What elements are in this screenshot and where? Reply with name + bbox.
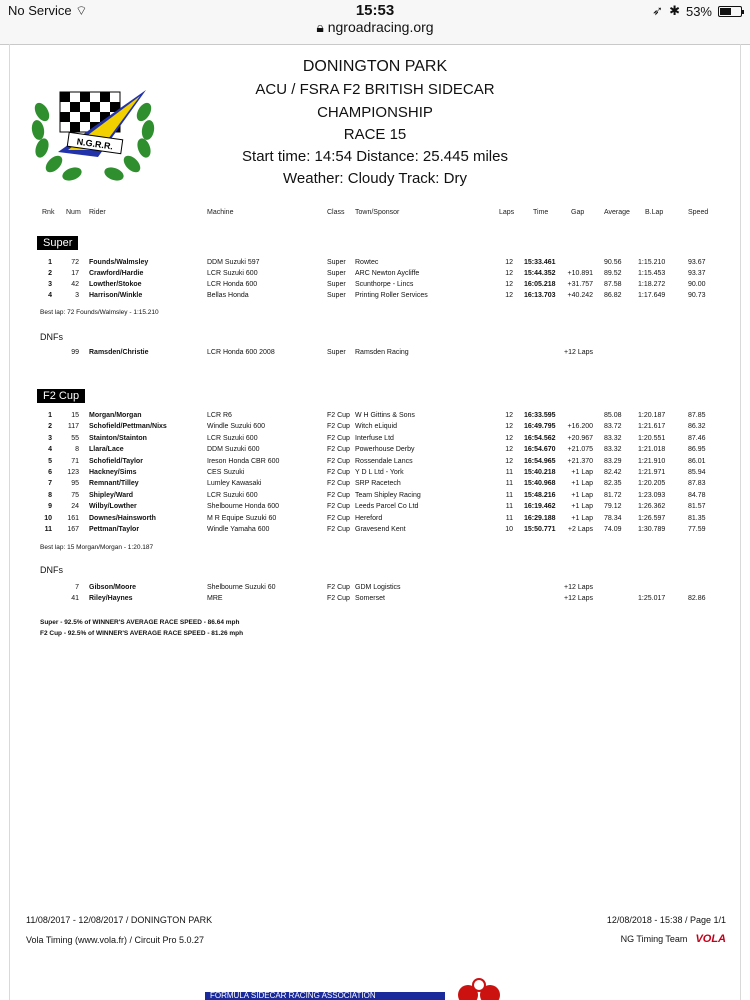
cell-machine: LCR Honda 600 2008 [207,349,275,356]
cell-sponsor: Powerhouse Derby [355,446,415,454]
cell-rider: Hackney/Sims [89,469,137,476]
divider [0,44,750,45]
wifi-icon: ⌔ [75,3,88,18]
cell-blap: 1:18.272 [638,281,666,288]
cell-gap: +21.370 [567,457,593,465]
col-laps: Laps [499,209,515,216]
cell-num: 167 [67,526,79,533]
cell-class: F2 Cup [327,434,350,442]
clock: 15:53 [355,2,395,19]
col-rider: Rider [89,209,106,216]
championship-title: ACU / FSRA F2 BRITISH SIDECAR [255,81,495,98]
cell-speed: 84.78 [688,491,706,499]
cell-time: 15:33.461 [524,259,556,266]
cell-machine: LCR Honda 600 [207,281,258,288]
cell-machine: Shelbourne Honda 600 [207,503,280,511]
footer-vendor: Vola Timing (www.vola.fr) / Circuit Pro 5.0.27 [26,935,205,945]
cell-num: 75 [71,491,79,499]
cell-rnk: 1 [48,412,52,419]
f2-dnf-label: DNFs [40,565,63,575]
cell-time: 15:48.216 [524,491,556,499]
cell-class: F2 Cup [327,526,350,533]
col-num: Num [66,209,81,216]
cell-avg: 86.82 [604,292,622,299]
cell-rnk: 3 [48,281,52,288]
cell-blap: 1:20.187 [638,412,666,419]
start-distance: Start time: 14:54 Distance: 25.445 miles [242,148,508,165]
cell-machine: M R Equipe Suzuki 60 [207,514,277,522]
cell-speed: 86.01 [688,457,706,465]
cell-rnk: 3 [48,434,52,442]
svg-text:N.G.R.R.: N.G.R.R. [76,136,114,152]
venue-title: DONINGTON PARK [302,58,448,75]
cell-gap: +31.757 [567,281,593,288]
cell-speed: 82.86 [688,595,706,602]
cell-avg: 83.32 [604,446,622,454]
cell-gap: +1 Lap [571,514,593,522]
cell-rider: Schofield/Pettman/Nixs [89,423,167,431]
cell-class: F2 Cup [327,584,350,591]
vola-logo: VOLA [695,933,726,945]
cell-avg: 85.08 [604,412,622,419]
cell-rider: Schofield/Taylor [89,457,143,465]
cell-num: 42 [71,281,79,288]
cell-machine: DDM Suzuki 600 [207,446,260,454]
cell-speed: 93.67 [688,259,706,266]
col-blap: B.Lap [645,209,664,216]
cell-rider: Morgan/Morgan [89,412,142,419]
cell-time: 16:33.595 [524,412,556,419]
cell-time: 16:19.462 [524,503,556,511]
cell-machine: MRE [207,595,223,602]
cell-sponsor: Printing Roller Services [355,292,428,299]
cell-rider: Lowther/Stokoe [89,281,142,288]
col-average: Average [604,209,630,216]
cell-speed: 81.57 [688,503,706,511]
footer-team [621,933,726,945]
cell-time: 16:54.965 [524,457,556,465]
cell-gap: +1 Lap [571,480,593,488]
cell-laps: 12 [505,281,513,288]
cell-avg: 81.72 [604,491,622,499]
f2-speed-note: F2 Cup - 92.5% of WINNER'S AVERAGE RACE SPEED - 81.26 mph [40,630,244,637]
cell-sponsor: Hereford [355,514,383,522]
cell-rider: Downes/Hainsworth [89,514,156,522]
cell-laps: 12 [505,457,513,465]
cell-class: Super [327,281,346,288]
cell-num: 17 [71,270,79,277]
cell-machine: LCR Suzuki 600 [207,270,258,277]
cell-sponsor: GDM Logistics [355,584,401,591]
cell-blap: 1:20.551 [638,434,666,442]
cell-num: 71 [71,457,79,465]
cell-rnk: 4 [48,292,52,299]
cell-num: 15 [71,412,79,419]
cell-speed: 85.94 [688,469,706,476]
result-row [0,423,750,433]
cell-class: F2 Cup [327,457,350,465]
result-row [0,458,750,468]
battery-icon [718,6,742,17]
cell-laps: 11 [505,503,513,511]
cell-blap: 1:20.205 [638,480,666,488]
cell-blap: 1:15.453 [638,270,666,277]
cell-laps: 12 [505,270,513,277]
cell-rider: Remnant/Tilley [89,480,139,488]
cell-time: 15:40.968 [524,480,556,488]
cell-rider: Wilby/Lowther [89,503,137,511]
cell-sponsor: Team Shipley Racing [355,491,421,499]
cell-rnk: 7 [48,480,52,488]
result-row [0,412,750,422]
cell-time: 15:50.771 [524,526,556,533]
col-machine: Machine [207,209,234,216]
cell-gap: +10.891 [567,270,593,277]
cell-gap: +12 Laps [564,595,593,602]
cell-sponsor: Rossendale Lancs [355,457,413,465]
cell-rnk: 5 [48,457,52,465]
f2-best-lap: Best lap: 15 Morgan/Morgan - 1:20.187 [40,544,154,551]
cell-machine: LCR R6 [207,412,232,419]
cell-rnk: 1 [48,259,52,266]
cell-rider: Stainton/Stainton [89,434,147,442]
cell-speed: 81.35 [688,514,706,522]
cell-num: 123 [67,469,79,476]
cell-sponsor: Ramsden Racing [355,349,409,356]
cell-time: 16:29.188 [524,514,556,522]
cell-blap: 1:30.789 [638,526,666,533]
status-bar [0,0,750,44]
cell-class: F2 Cup [327,503,350,511]
cell-blap: 1:17.649 [638,292,666,299]
cell-blap: 1:21.018 [638,446,666,454]
cell-laps: 12 [505,259,513,266]
col-class: Class [327,209,345,216]
cell-gap: +16.200 [567,423,593,431]
cell-laps: 11 [505,491,513,499]
race-title: RACE 15 [343,126,407,143]
cell-time: 15:44.352 [524,270,556,277]
result-row [0,435,750,445]
cell-avg: 83.72 [604,423,622,431]
cell-rider: Crawford/Hardie [89,270,144,277]
cell-avg: 83.32 [604,434,622,442]
footer-page: 12/08/2018 - 15:38 / Page 1/1 [606,915,726,925]
cell-avg: 90.56 [604,259,622,266]
status-right [652,3,742,19]
cell-rider: Ramsden/Christie [89,349,149,356]
cell-avg: 78.34 [604,514,622,522]
location-icon: ➶ [652,3,664,18]
cell-avg: 83.29 [604,457,622,465]
cell-sponsor: Scunthorpe - Lincs [355,281,414,288]
cell-sponsor: Y D L Ltd - York [355,469,404,476]
cell-laps: 11 [505,480,513,488]
cell-class: F2 Cup [327,412,350,419]
cell-class: F2 Cup [327,423,350,431]
cell-num: 99 [71,349,79,356]
cell-speed: 87.85 [688,412,706,419]
cell-rnk: 2 [48,423,52,431]
cell-speed: 86.95 [688,446,706,454]
cell-sponsor: ARC Newton Aycliffe [355,270,420,277]
cell-time: 16:05.218 [524,281,556,288]
cell-num: 161 [67,514,79,522]
cell-class: F2 Cup [327,514,350,522]
result-row [0,515,750,525]
cell-sponsor: Interfuse Ltd [355,434,394,442]
url-bar[interactable] [0,19,750,36]
cell-sponsor: Rowtec [355,259,379,266]
cell-laps: 11 [505,514,513,522]
footer-event: 11/08/2017 - 12/08/2017 / DONINGTON PARK [26,915,213,925]
cell-sponsor: Leeds Parcel Co Ltd [355,503,419,511]
cell-machine: DDM Suzuki 597 [207,259,260,266]
cell-class: F2 Cup [327,595,350,602]
cell-laps: 12 [505,423,513,431]
cell-gap: +1 Lap [571,469,593,476]
cell-sponsor: SRP Racetech [355,480,401,488]
cell-num: 8 [75,446,79,454]
cell-rnk: 9 [48,503,52,511]
cell-avg: 74.09 [604,526,622,533]
cell-machine: Shelbourne Suzuki 60 [207,584,276,591]
cell-sponsor: Witch eLiquid [355,423,398,431]
carrier-label: No Service ⌔ [8,3,88,18]
cell-rnk: 10 [44,514,52,522]
cell-sponsor: Somerset [355,595,385,602]
cell-blap: 1:21.617 [638,423,666,431]
cell-gap: +20.967 [567,434,593,442]
cell-machine: Lumley Kawasaki [207,480,262,488]
fsra-banner: FORMULA SIDECAR RACING ASSOCIATION [205,992,445,1000]
cell-laps: 11 [505,469,513,476]
championship-title-2: CHAMPIONSHIP [317,104,433,121]
col-time: Time [533,209,549,216]
result-row [0,492,750,502]
cell-rider: Harrison/Winkle [89,292,143,299]
cell-gap: +2 Laps [567,526,593,533]
cell-laps: 10 [505,526,513,533]
cell-class: Super [327,349,346,356]
cell-speed: 93.37 [688,270,706,277]
cell-rider: Llara/Lace [89,446,124,454]
cell-machine: LCR Suzuki 600 [207,434,258,442]
cell-gap: +12 Laps [564,349,593,356]
cell-blap: 1:26.597 [638,514,666,522]
cell-num: 72 [71,259,79,266]
cell-rider: Riley/Haynes [89,595,133,602]
cell-sponsor: W H Gittins & Sons [355,412,415,419]
cell-laps: 12 [505,434,513,442]
cell-num: 24 [71,503,79,511]
cell-gap: +1 Lap [571,491,593,499]
cell-speed: 87.83 [688,480,706,488]
cell-speed: 90.73 [688,292,706,299]
result-row [0,259,750,269]
dnf-row [0,595,750,605]
weather-track: Weather: Cloudy Track: Dry [283,170,467,187]
cell-blap: 1:15.210 [638,259,666,266]
team-name: NG Timing Team [620,934,688,944]
cell-machine: Ireson Honda CBR 600 [207,457,280,465]
cell-num: 41 [71,595,79,602]
cell-blap: 1:21.910 [638,457,666,465]
sidecar-graphic [450,975,510,1000]
super-section-tag: Super [37,236,78,250]
cell-rnk: 8 [48,491,52,499]
cell-class: F2 Cup [327,480,350,488]
cell-rnk: 4 [48,446,52,454]
cell-laps: 12 [505,446,513,454]
cell-machine: Windle Suzuki 600 [207,423,265,431]
super-speed-note: Super - 92.5% of WINNER'S AVERAGE RACE SPEED - 86.64 mph [40,619,240,626]
f2-section-tag: F2 Cup [37,389,85,403]
cell-machine: CES Suzuki [207,469,245,476]
cell-rider: Founds/Walmsley [89,259,149,266]
cell-blap: 1:23.093 [638,491,666,499]
cell-gap: +12 Laps [564,584,593,591]
cell-avg: 82.35 [604,480,622,488]
super-dnf-label: DNFs [40,332,63,342]
result-row [0,480,750,490]
cell-sponsor: Gravesend Kent [355,526,406,533]
cell-blap: 1:21.971 [638,469,666,476]
super-best-lap: Best lap: 72 Founds/Walmsley - 1:15.210 [40,309,159,316]
cell-laps: 12 [505,292,513,299]
cell-num: 117 [67,423,79,431]
cell-time: 16:54.562 [524,434,556,442]
cell-class: Super [327,270,346,277]
cell-rnk: 2 [48,270,52,277]
cell-speed: 87.46 [688,434,706,442]
cell-num: 3 [75,292,79,299]
cell-num: 7 [75,584,79,591]
cell-speed: 77.59 [688,526,706,533]
cell-rider: Pettman/Taylor [89,526,140,533]
cell-num: 95 [71,480,79,488]
result-row [0,281,750,291]
result-row [0,446,750,456]
cell-time: 16:49.795 [524,423,556,431]
col-sponsor: Town/Sponsor [355,209,400,216]
cell-time: 15:40.218 [524,469,556,476]
cell-machine: Windle Yamaha 600 [207,526,270,533]
cell-speed: 86.32 [688,423,706,431]
cell-rider: Shipley/Ward [89,491,134,499]
dnf-row [0,349,750,359]
result-row [0,526,750,536]
cell-class: Super [327,292,346,299]
dnf-row [0,584,750,594]
url-text: ngroadracing.org [327,19,434,35]
cell-class: F2 Cup [327,469,350,476]
col-rnk: Rnk [42,209,55,216]
cell-machine: Bellas Honda [207,292,249,299]
result-row [0,503,750,513]
cell-blap: 1:26.362 [638,503,666,511]
cell-class: F2 Cup [327,446,350,454]
battery-percent: 53% [685,3,712,19]
cell-num: 55 [71,434,79,442]
cell-gap: +40.242 [567,292,593,299]
cell-speed: 90.00 [688,281,706,288]
cell-rnk: 11 [44,526,52,533]
bluetooth-icon: ✱ [669,3,680,18]
result-row [0,270,750,280]
cell-machine: LCR Suzuki 600 [207,491,258,499]
cell-avg: 79.12 [604,503,622,511]
col-gap: Gap [571,209,585,216]
col-speed: Speed [688,209,709,216]
cell-time: 16:13.703 [524,292,556,299]
cell-gap: +1 Lap [571,503,593,511]
cell-class: Super [327,259,346,266]
results-column-header [0,209,750,219]
cell-avg: 89.52 [604,270,622,277]
result-row [0,469,750,479]
cell-rider: Gibson/Moore [89,584,137,591]
cell-gap: +21.075 [567,446,593,454]
result-row [0,292,750,302]
cell-rnk: 6 [48,469,52,476]
cell-laps: 12 [505,412,513,419]
cell-class: F2 Cup [327,491,350,499]
cell-avg: 87.58 [604,281,622,288]
cell-time: 16:54.670 [524,446,556,454]
cell-avg: 82.42 [604,469,622,476]
lock-icon: 🔒︎ [316,19,324,35]
ngrr-logo [28,72,158,182]
cell-blap: 1:25.017 [638,595,666,602]
